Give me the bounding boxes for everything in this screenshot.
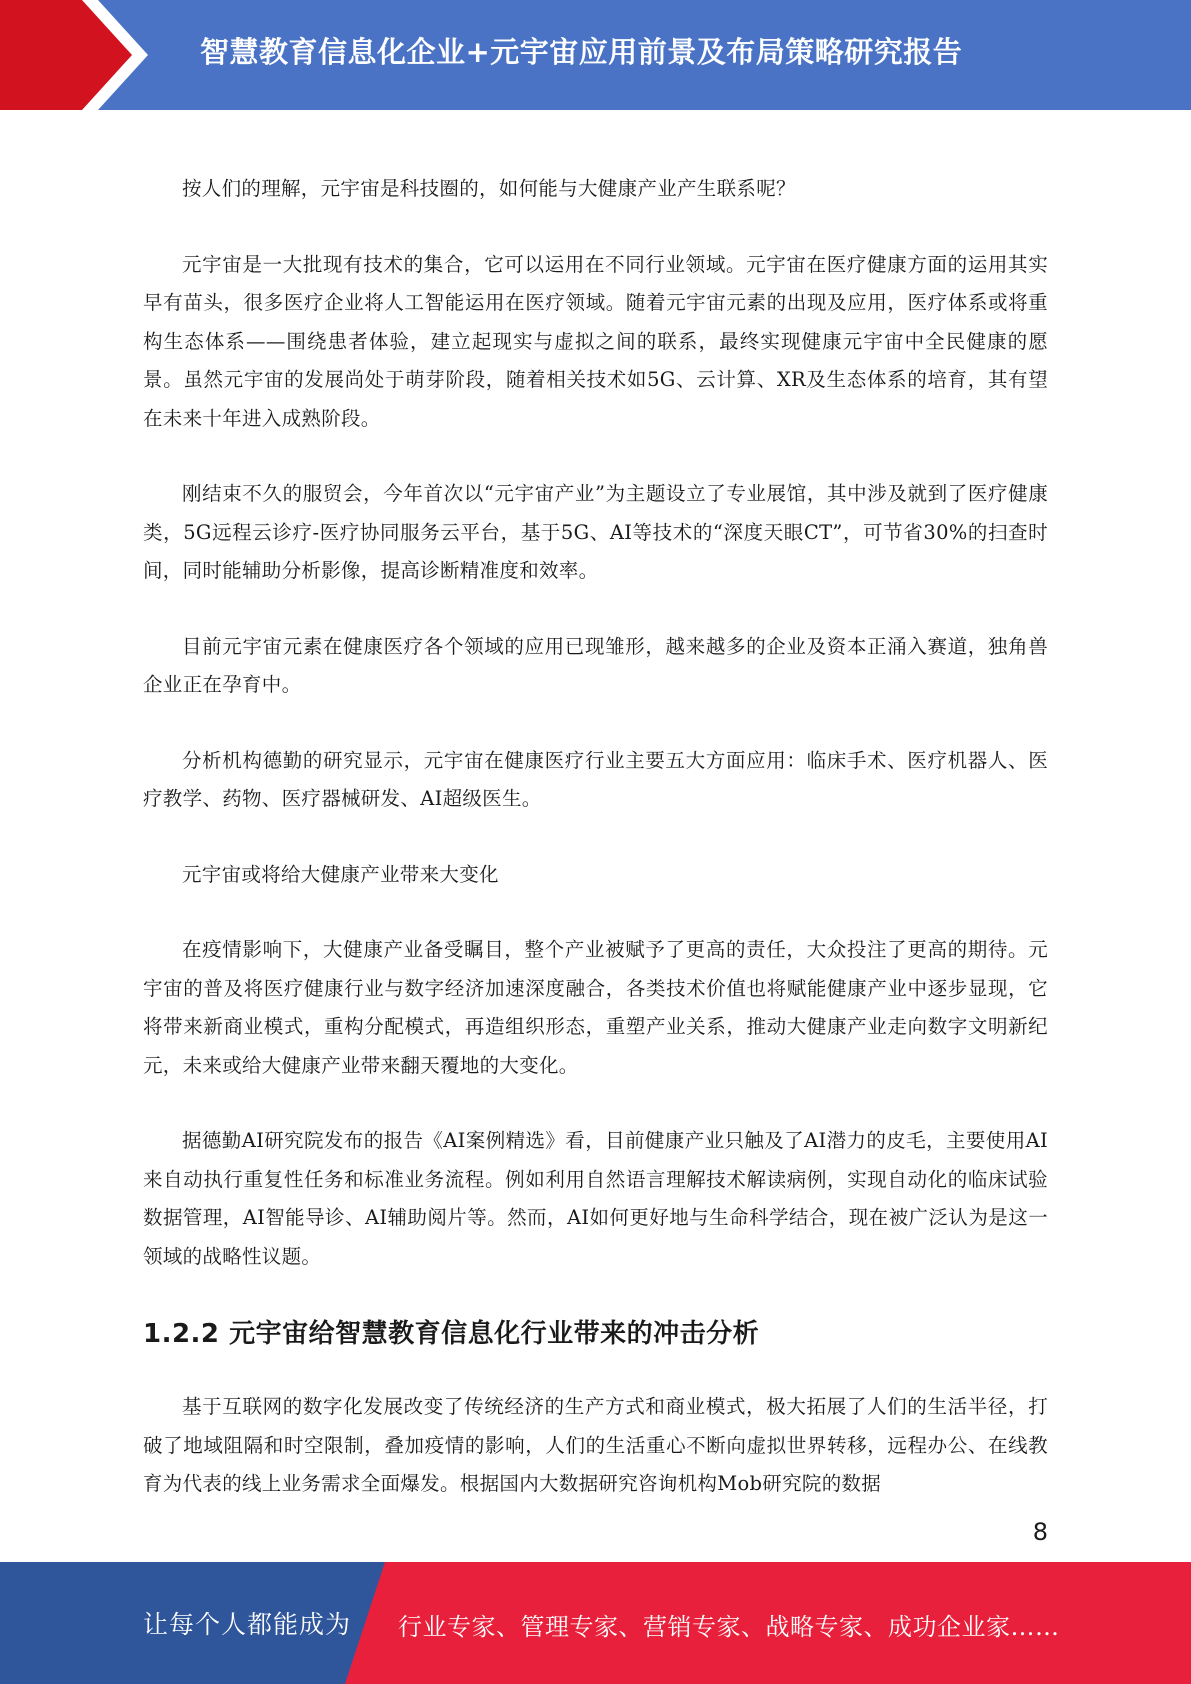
paragraph: 元宇宙是一大批现有技术的集合，它可以运用在不同行业领域。元宇宙在医疗健康方面的运用其实早有苗头，很多医疗企业将人工智能运用在医疗领域。随着元宇宙元素的出现及应用，医疗体系或将重构生态体系——围绕患者体验，建立起现实与虚拟之间的联系，最终实现健康元宇宙中全民健康的愿景。虽然元宇宙的发展尚处于萌芽阶段，随着相关技术如5G、云计算、XR及生态体系的培育，其有望在未来十年进入成熟阶段。	[143, 252, 1048, 430]
paragraph: 刚结束不久的服贸会，今年首次以“元宇宙产业”为主题设立了专业展馆，其中涉及就到了医疗健康类，5G远程云诊疗-医疗协同服务云平台，基于5G、AI等技术的“深度天眼CT”，可节省30%的扫查时间，同时能辅助分析影像，提高诊断精准度和效率。	[143, 482, 1048, 582]
document-body	[143, 170, 1048, 1541]
page-header	[0, 0, 1191, 110]
paragraph: 基于互联网的数字化发展改变了传统经济的生产方式和商业模式，极大拓展了人们的生活半径，打破了地域阻隔和时空限制，叠加疫情的影响，人们的生活重心不断向虚拟世界转移，远程办公、在线教育为代表的线上业务需求全面爆发。根据国内大数据研究咨询机构Mob研究院的数据	[143, 1395, 1048, 1495]
paragraph: 元宇宙或将给大健康产业带来大变化	[182, 862, 499, 886]
paragraph: 按人们的理解，元宇宙是科技圈的，如何能与大健康产业产生联系呢？	[182, 177, 796, 200]
footer-slogan-right: 行业专家、管理专家、营销专家、战略专家、成功企业家……	[398, 1613, 1060, 1641]
paragraph: 分析机构德勤的研究显示，元宇宙在健康医疗行业主要五大方面应用：临床手术、医疗机器人、医疗教学、药物、医疗器械研发、AI超级医生。	[143, 748, 1048, 810]
header-title: 智慧教育信息化企业+元宇宙应用前景及布局策略研究报告	[200, 35, 963, 69]
paragraph: 在疫情影响下，大健康产业备受瞩目，整个产业被赋予了更高的责任，大众投注了更高的期待。元宇宙的普及将医疗健康行业与数字经济加速深度融合，各类技术价值也将赋能健康产业中逐步显现，它将带来新商业模式，重构分配模式，再造组织形态，重塑产业关系，推动大健康产业走向数字文明新纪元，未来或给大健康产业带来翻天覆地的大变化。	[143, 938, 1048, 1077]
section-heading: 1.2.2 元宇宙给智慧教育信息化行业带来的冲击分析	[143, 1319, 760, 1349]
footer-slogan-left: 让每个人都能成为	[143, 1610, 352, 1639]
paragraph: 目前元宇宙元素在健康医疗各个领域的应用已现雏形，越来越多的企业及资本正涌入赛道，独角兽企业正在孕育中。	[143, 634, 1048, 696]
page-number: 8	[1032, 1518, 1048, 1546]
page-footer	[0, 1562, 1191, 1684]
paragraph: 据德勤AI研究院发布的报告《AI案例精选》看，目前健康产业只触及了AI潜力的皮毛，主要使用AI来自动执行重复性任务和标准业务流程。例如利用自然语言理解技术解读病例，实现自动化的临床试验数据管理，AI智能导诊、AI辅助阅片等。然而，AI如何更好地与生命科学结合，现在被广泛认为是这一领域的战略性议题。	[143, 1129, 1048, 1268]
